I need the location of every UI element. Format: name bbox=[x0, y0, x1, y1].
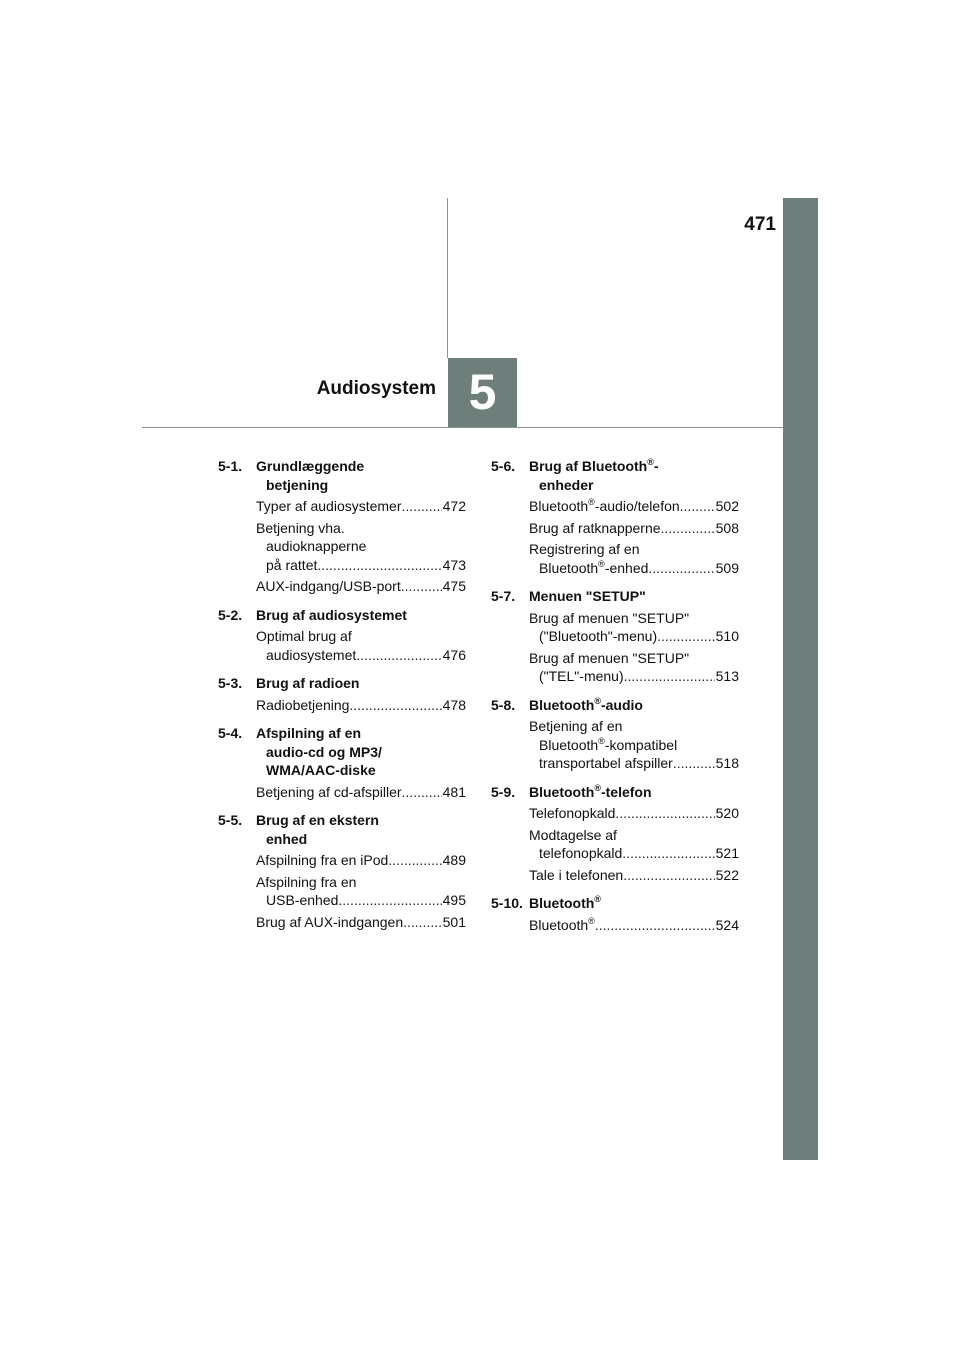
entry-page: 472 bbox=[442, 498, 466, 514]
entry-title: telefonopkald bbox=[539, 845, 623, 861]
registered-mark: ® bbox=[594, 695, 601, 706]
section-title-line: audio-cd og MP3/ bbox=[266, 743, 382, 760]
section-heading[interactable] bbox=[491, 696, 739, 715]
toc-entry[interactable] bbox=[256, 913, 466, 932]
section-title-line: Brug af audiosystemet bbox=[256, 606, 407, 623]
section-number: 5-4. bbox=[218, 725, 243, 741]
dot-leader bbox=[657, 627, 715, 646]
section-number: 5-1. bbox=[218, 458, 243, 474]
entry-page: 513 bbox=[715, 668, 739, 684]
dot-leader bbox=[402, 497, 442, 516]
section-heading[interactable] bbox=[491, 894, 739, 913]
toc-entry[interactable] bbox=[529, 649, 739, 686]
entry-title-line: Afspilning fra en bbox=[256, 873, 357, 890]
entry-title: Brug af ratknapperne bbox=[529, 519, 661, 536]
vertical-rule bbox=[447, 198, 448, 358]
dot-leader bbox=[680, 497, 715, 516]
section-heading[interactable] bbox=[491, 783, 739, 802]
toc-column-left bbox=[218, 457, 466, 941]
toc-entry[interactable] bbox=[529, 519, 739, 538]
entry-title: på rattet bbox=[266, 556, 318, 573]
entry-page: 522 bbox=[715, 866, 739, 883]
dot-leader bbox=[403, 913, 442, 932]
section-number: 5-6. bbox=[491, 458, 516, 474]
entry-title: AUX-indgang/USB-port bbox=[256, 578, 401, 594]
entry-title: Tale i telefonen bbox=[529, 866, 624, 883]
toc-section-5-8 bbox=[491, 696, 739, 773]
dot-leader bbox=[622, 844, 714, 863]
toc-entry[interactable] bbox=[529, 826, 739, 863]
registered-mark: ® bbox=[647, 457, 654, 467]
toc-section-5-9 bbox=[491, 783, 739, 885]
entry-page: 495 bbox=[442, 892, 466, 908]
toc-entry[interactable] bbox=[529, 540, 739, 577]
registered-mark: ® bbox=[594, 894, 601, 904]
toc-section-5-2 bbox=[218, 606, 466, 665]
entry-title-line: Brug af menuen "SETUP" bbox=[529, 649, 690, 666]
registered-mark: ® bbox=[598, 735, 605, 746]
entry-title: Radiobetjening bbox=[256, 696, 350, 713]
entry-title-line: Bluetooth®-kompatibel bbox=[539, 735, 678, 753]
chapter-title: Audiosystem bbox=[316, 378, 436, 399]
horizontal-rule bbox=[142, 427, 783, 428]
section-title-line: Brug af radioen bbox=[256, 675, 360, 691]
section-title-line: Afspilning af en bbox=[256, 725, 361, 741]
chapter-side-tab bbox=[783, 198, 818, 1160]
dot-leader bbox=[388, 851, 441, 870]
toc-entry[interactable] bbox=[256, 627, 466, 664]
toc-entry[interactable] bbox=[256, 519, 466, 575]
section-title-line: WMA/AAC-diske bbox=[266, 762, 376, 778]
entry-page: 475 bbox=[442, 578, 466, 594]
dot-leader bbox=[624, 667, 715, 686]
section-number: 5-10. bbox=[491, 895, 523, 911]
entry-title: ("Bluetooth"-menu) bbox=[539, 628, 658, 644]
entry-page: 489 bbox=[442, 852, 466, 868]
entry-title-line: Optimal brug af bbox=[256, 628, 352, 644]
entry-page: 520 bbox=[715, 805, 739, 821]
section-title-line: betjening bbox=[266, 476, 329, 493]
entry-page: 502 bbox=[715, 498, 739, 514]
section-heading[interactable] bbox=[491, 457, 739, 494]
section-heading[interactable] bbox=[218, 811, 466, 848]
entry-page: 521 bbox=[715, 845, 739, 861]
section-title-line: Bluetooth®-audio bbox=[529, 695, 643, 713]
section-title-line: Bluetooth®-telefon bbox=[529, 782, 652, 800]
dot-leader bbox=[595, 916, 715, 935]
toc-entry[interactable] bbox=[256, 577, 466, 596]
section-number: 5-2. bbox=[218, 606, 243, 623]
section-number: 5-5. bbox=[218, 812, 243, 828]
entry-page: 473 bbox=[442, 556, 466, 573]
section-number: 5-8. bbox=[491, 696, 516, 713]
section-heading[interactable] bbox=[491, 587, 739, 606]
toc-entry[interactable] bbox=[529, 497, 739, 516]
entry-title: transportabel afspiller bbox=[539, 755, 673, 771]
entry-page: 524 bbox=[715, 916, 739, 933]
dot-leader bbox=[648, 559, 714, 578]
entry-title-line: Betjening vha. bbox=[256, 519, 345, 536]
section-heading[interactable] bbox=[218, 457, 466, 494]
dot-leader bbox=[402, 783, 442, 802]
toc-entry[interactable] bbox=[529, 866, 739, 885]
registered-mark: ® bbox=[598, 558, 605, 569]
entry-title: Bluetooth® bbox=[529, 915, 595, 933]
entry-title: Bluetooth®-enhed bbox=[539, 558, 649, 576]
entry-page: 509 bbox=[715, 559, 739, 576]
entry-title: ("TEL"-menu) bbox=[539, 668, 624, 684]
entry-title: Brug af AUX-indgangen bbox=[256, 913, 404, 930]
registered-mark: ® bbox=[594, 782, 601, 793]
toc-entry[interactable] bbox=[529, 609, 739, 646]
toc-section-5-6 bbox=[491, 457, 739, 577]
entry-page: 476 bbox=[442, 646, 466, 663]
section-title-line: Menuen "SETUP" bbox=[529, 588, 646, 604]
entry-page: 510 bbox=[715, 628, 739, 644]
registered-mark: ® bbox=[588, 915, 595, 926]
section-title-line: Grundlæggende bbox=[256, 458, 365, 474]
section-title-line: enheder bbox=[539, 476, 594, 493]
section-title-line: Brug af Bluetooth®- bbox=[529, 457, 659, 474]
section-heading[interactable] bbox=[218, 674, 466, 693]
entry-title-line: Registrering af en bbox=[529, 541, 640, 557]
dot-leader bbox=[661, 519, 715, 538]
section-number: 5-9. bbox=[491, 783, 516, 800]
toc-column-right bbox=[491, 457, 739, 944]
entry-page: 508 bbox=[715, 519, 739, 536]
dot-leader bbox=[338, 891, 441, 910]
section-title-line: enhed bbox=[266, 830, 308, 847]
toc-entry[interactable] bbox=[256, 696, 466, 715]
registered-mark: ® bbox=[588, 497, 595, 507]
entry-title: Betjening af cd-afspiller bbox=[256, 783, 402, 800]
entry-page: 518 bbox=[715, 755, 739, 771]
toc-entry[interactable] bbox=[256, 497, 466, 516]
toc-entry[interactable] bbox=[256, 873, 466, 910]
entry-page: 501 bbox=[442, 913, 466, 930]
toc-section-5-5 bbox=[218, 811, 466, 931]
dot-leader bbox=[401, 577, 442, 596]
toc-entry[interactable] bbox=[529, 916, 739, 935]
toc-section-5-10 bbox=[491, 894, 739, 934]
entry-title-line: Brug af menuen "SETUP" bbox=[529, 609, 690, 626]
section-title-line: Brug af en ekstern bbox=[256, 812, 379, 828]
toc-entry[interactable] bbox=[529, 717, 739, 773]
dot-leader bbox=[623, 866, 714, 885]
entry-title: USB-enhed bbox=[266, 892, 339, 908]
entry-title: audiosystemet bbox=[266, 646, 357, 663]
entry-page: 481 bbox=[442, 783, 466, 800]
toc-section-5-7 bbox=[491, 587, 739, 686]
page-number: 471 bbox=[744, 214, 776, 235]
entry-title: Afspilning fra en iPod bbox=[256, 852, 389, 868]
section-heading[interactable] bbox=[218, 724, 466, 780]
dot-leader bbox=[356, 646, 441, 665]
dot-leader bbox=[615, 804, 714, 823]
chapter-number-box: 5 bbox=[448, 358, 517, 427]
entry-title: Telefonopkald bbox=[529, 805, 616, 821]
section-number: 5-3. bbox=[218, 675, 243, 691]
toc-entry[interactable] bbox=[256, 851, 466, 870]
entry-title-line: Betjening af en bbox=[529, 718, 623, 734]
section-number: 5-7. bbox=[491, 588, 516, 604]
dot-leader bbox=[349, 696, 441, 715]
entry-title: Typer af audiosystemer bbox=[256, 498, 402, 514]
entry-title-line: Modtagelse af bbox=[529, 826, 617, 843]
toc-entry[interactable] bbox=[256, 783, 466, 802]
entry-title: Bluetooth®-audio/telefon bbox=[529, 497, 680, 514]
entry-page: 478 bbox=[442, 696, 466, 713]
toc-section-5-3 bbox=[218, 674, 466, 714]
section-heading[interactable] bbox=[218, 606, 466, 625]
section-title-line: Bluetooth® bbox=[529, 894, 601, 911]
dot-leader bbox=[673, 754, 715, 773]
toc-entry[interactable] bbox=[529, 804, 739, 823]
dot-leader bbox=[317, 556, 441, 575]
toc-section-5-4 bbox=[218, 724, 466, 801]
entry-title-line: audioknapperne bbox=[266, 538, 367, 554]
toc-section-5-1 bbox=[218, 457, 466, 596]
